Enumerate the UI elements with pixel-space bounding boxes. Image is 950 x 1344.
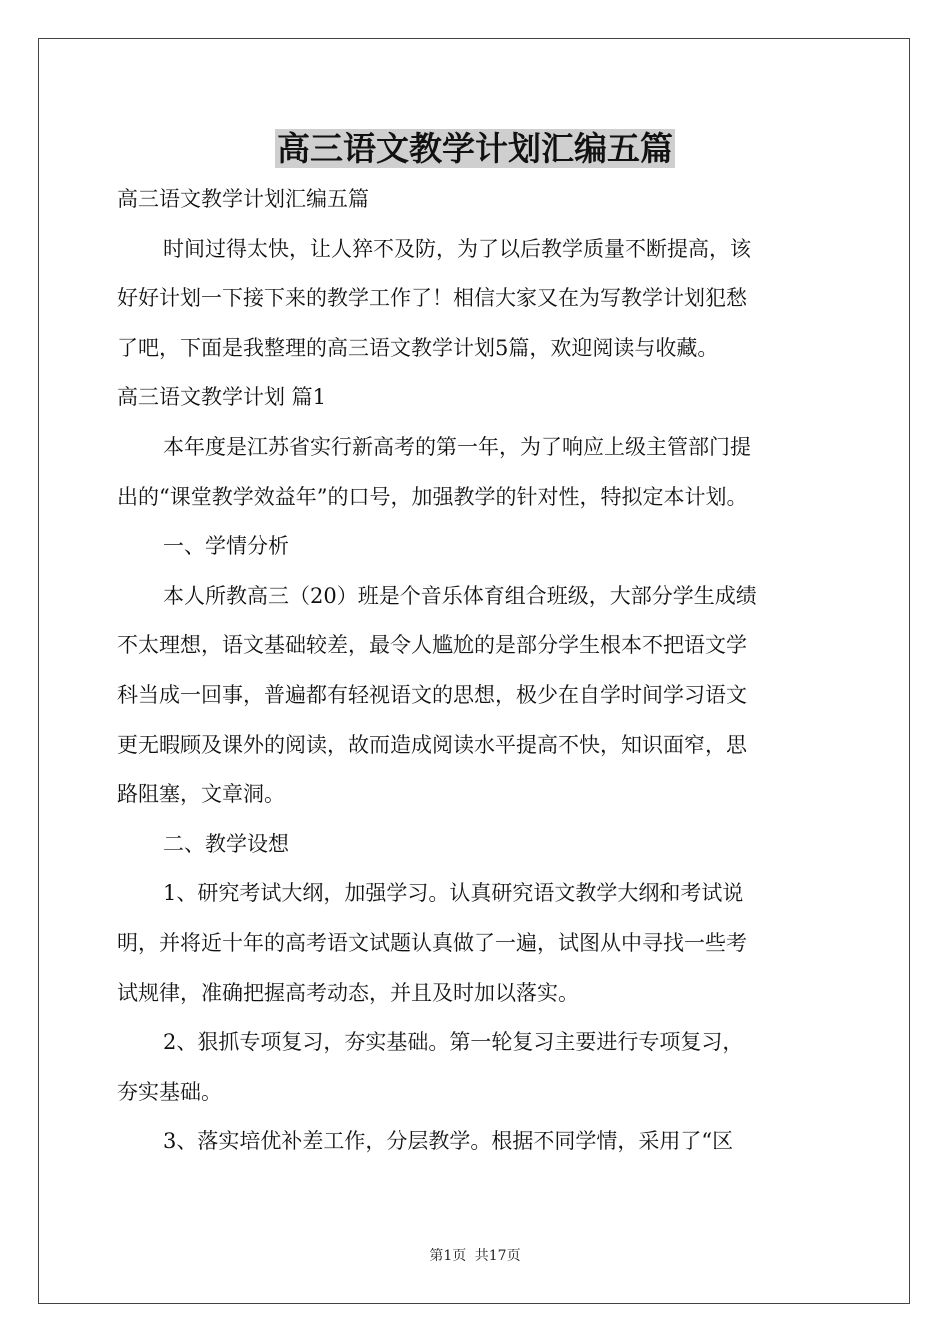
text-line: 了吧，下面是我整理的高三语文教学计划5篇，欢迎阅读与收藏。 bbox=[117, 335, 719, 360]
text-line: 本年度是江苏省实行新高考的第一年，为了响应上级主管部门提 bbox=[163, 434, 751, 459]
text-line: 路阻塞，文章洞。 bbox=[117, 782, 285, 807]
document-body bbox=[117, 175, 837, 1167]
text-line: 一、学情分析 bbox=[163, 534, 289, 559]
text-line: 3、落实培优补差工作，分层教学。根据不同学情，采用了“区 bbox=[163, 1129, 734, 1154]
text-line: 明，并将近十年的高考语文试题认真做了一遍，试图从中寻找一些考 bbox=[117, 930, 747, 955]
text-line: 高三语文教学计划汇编五篇 bbox=[117, 187, 369, 211]
text-line: 更无暇顾及课外的阅读，故而造成阅读水平提高不快，知识面窄，思 bbox=[117, 732, 747, 757]
text-line: 夯实基础。 bbox=[117, 1079, 222, 1104]
text-line: 科当成一回事，普遍都有轻视语文的思想，极少在自学时间学习语文 bbox=[117, 682, 747, 707]
text-line: 本人所教高三（20）班是个音乐体育组合班级，大部分学生成绩 bbox=[163, 583, 757, 608]
text-line: 不太理想，语文基础较差，最令人尴尬的是部分学生根本不把语文学 bbox=[117, 633, 747, 658]
text-line: 试规律，准确把握高考动态，并且及时加以落实。 bbox=[117, 980, 579, 1005]
page-number: 第1页 bbox=[429, 1248, 467, 1264]
text-line: 时间过得太快，让人猝不及防，为了以后教学质量不断提高，该 bbox=[163, 236, 751, 261]
text-line: 2、狠抓专项复习，夯实基础。第一轮复习主要进行专项复习， bbox=[163, 1030, 744, 1055]
text-line: 出的“课堂教学效益年”的口号，加强教学的针对性，特拟定本计划。 bbox=[117, 484, 748, 509]
document-title-text: 高三语文教学计划汇编五篇 bbox=[277, 129, 673, 168]
text-line: 高三语文教学计划 篇1 bbox=[117, 385, 327, 410]
page-total: 共17页 bbox=[474, 1248, 521, 1264]
text-line: 1、研究考试大纲，加强学习。认真研究语文教学大纲和考试说 bbox=[163, 881, 744, 906]
page-footer bbox=[0, 1246, 950, 1266]
text-line: 好好计划一下接下来的教学工作了！相信大家又在为写教学计划犯愁 bbox=[117, 286, 747, 311]
text-line: 二、教学设想 bbox=[163, 831, 289, 856]
document-title bbox=[0, 124, 950, 174]
